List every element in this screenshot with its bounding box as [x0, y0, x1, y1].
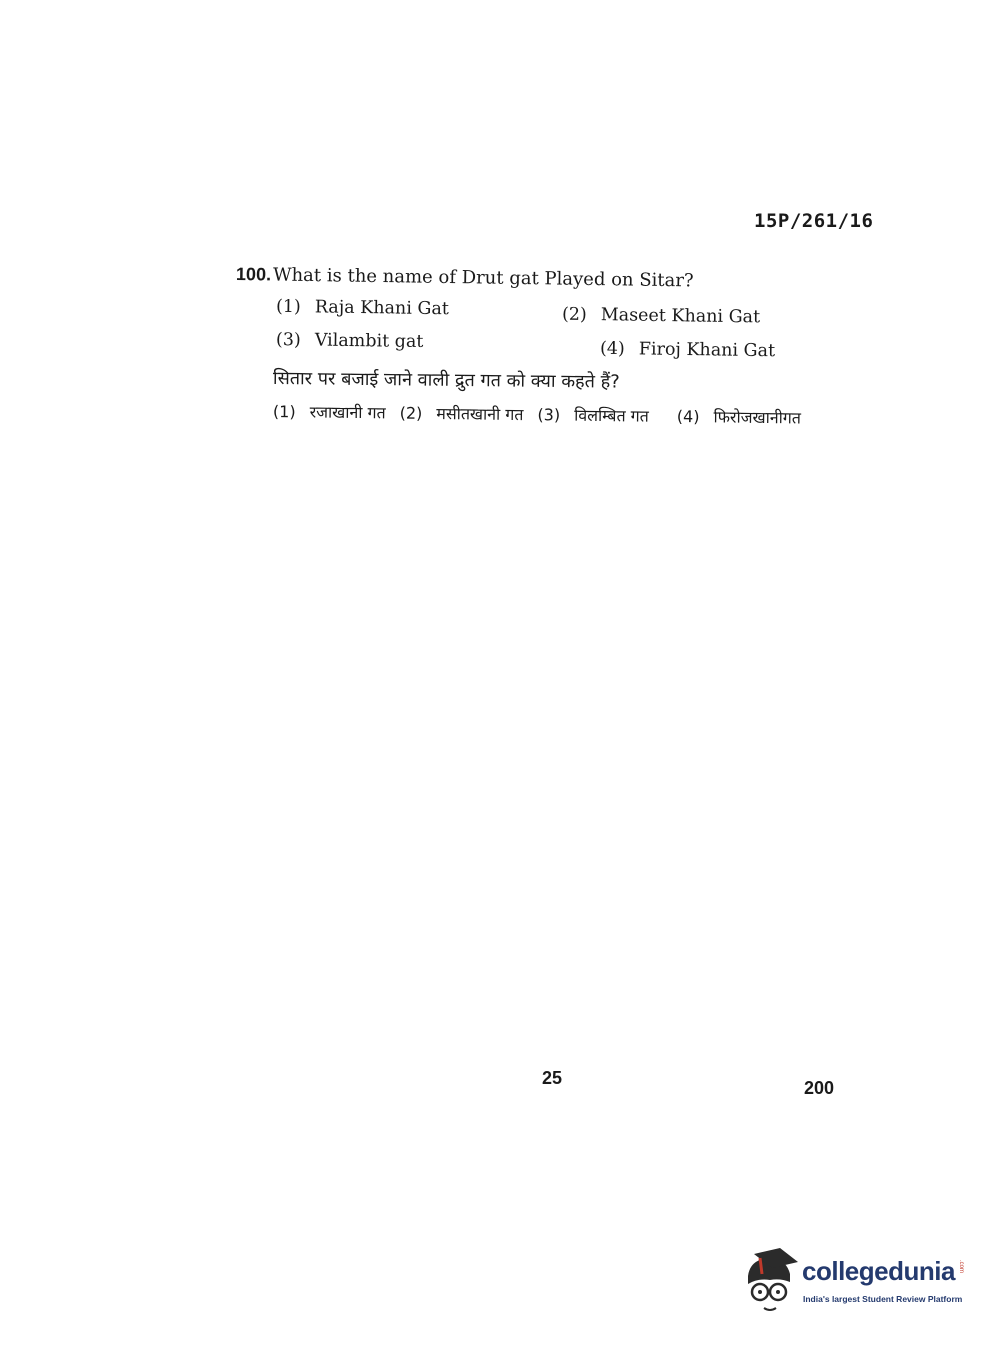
option-number: (3) [537, 405, 561, 425]
brand-domain: .com [958, 1260, 964, 1274]
option-number: (4) [599, 338, 625, 360]
option-number: (3) [275, 329, 301, 351]
option-en-1 [276, 297, 449, 319]
option-label: मसीतखानी गत [436, 403, 524, 425]
mascot-icon [740, 1248, 800, 1318]
option-number: (1) [272, 402, 296, 422]
option-label: Firoj Khani Gat [638, 339, 776, 362]
option-en-3 [276, 330, 424, 352]
brand-tagline: India's largest Student Review Platform [803, 1294, 963, 1304]
collegedunia-logo [740, 1248, 970, 1318]
option-number: (1) [275, 296, 301, 318]
option-number: (4) [676, 406, 700, 427]
question-text-hi: सितार पर बजाई जाने वाली द्रुत गत को क्या कहते हैं? [272, 368, 620, 393]
option-label: रजाखानी गत [309, 402, 386, 423]
option-number: (2) [561, 304, 587, 325]
question-text: What is the name of Drut gat Played on Sitar? [272, 264, 694, 292]
page-total: 200 [804, 1078, 835, 1098]
option-number: (2) [399, 403, 423, 423]
brand-name: collegedunia [802, 1256, 955, 1286]
option-en-4 [600, 339, 775, 361]
option-en-2 [562, 305, 760, 328]
paper-code: 15P/261/16 [754, 210, 874, 232]
question-number: 100. [235, 264, 272, 285]
options-hi [273, 400, 801, 428]
question-text-en [236, 264, 694, 291]
option-label: फिरोजखानीगत [713, 407, 802, 428]
option-label: Maseet Khani Gat [600, 305, 761, 328]
option-label: विलम्बित गत [574, 405, 649, 426]
option-label: Raja Khani Gat [314, 297, 450, 320]
page-number: 25 [542, 1068, 563, 1088]
option-label: Vilambit gat [314, 330, 424, 353]
